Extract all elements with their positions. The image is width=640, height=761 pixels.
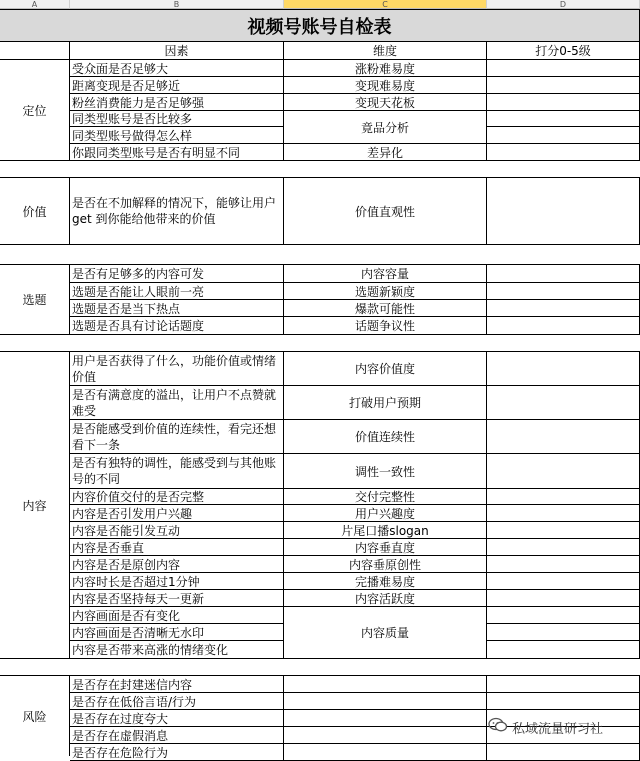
factor-cell[interactable]: 选题是否具有讨论话题度 [70,317,284,335]
dimension-cell[interactable]: 差异化 [284,144,487,161]
factor-cell[interactable]: 内容画面是否清晰无水印 [70,624,284,641]
score-cell[interactable] [487,127,640,144]
dimension-cell[interactable]: 内容垂直度 [284,539,487,556]
dimension-cell[interactable]: 价值连续性 [284,420,487,454]
score-cell[interactable] [487,454,640,489]
score-cell[interactable] [487,420,640,454]
factor-cell[interactable]: 距离变现是否足够近 [70,77,284,94]
score-cell[interactable] [487,505,640,522]
dimension-cell[interactable]: 选题新颖度 [284,283,487,300]
score-cell[interactable] [487,111,640,127]
score-cell[interactable] [487,265,640,283]
score-cell[interactable] [487,556,640,573]
score-cell[interactable] [487,676,640,693]
column-header-d[interactable]: D [487,0,640,9]
factor-cell[interactable]: 用户是否获得了什么，功能价值或情绪价值 [70,352,284,386]
separator-row [0,335,640,352]
dimension-cell[interactable]: 话题争议性 [284,317,487,335]
dimension-cell[interactable] [284,710,487,727]
dimension-cell[interactable]: 交付完整性 [284,489,487,505]
score-cell[interactable] [487,641,640,659]
score-cell[interactable] [487,744,640,761]
dimension-cell[interactable]: 涨粉难易度 [284,60,487,77]
score-cell[interactable] [487,94,640,111]
watermark [488,712,640,742]
factor-cell[interactable]: 是否存在过度夸大 [70,710,284,727]
dimension-cell[interactable] [284,693,487,710]
score-cell[interactable] [487,624,640,641]
score-cell[interactable] [487,283,640,300]
factor-cell[interactable]: 内容是否带来高涨的情绪变化 [70,641,284,659]
score-cell[interactable] [487,317,640,335]
score-cell[interactable] [487,300,640,317]
dimension-cell[interactable] [284,727,487,744]
factor-cell[interactable]: 是否存在低俗言语/行为 [70,693,284,710]
score-cell[interactable] [487,590,640,607]
dimension-cell[interactable]: 爆款可能性 [284,300,487,317]
column-header-c[interactable]: C [284,0,487,9]
watermark-text: 私域流量研习社 [512,721,604,737]
dimension-cell[interactable]: 内容质量 [284,607,487,659]
dimension-cell[interactable]: 内容价值度 [284,352,487,386]
sheet-title[interactable]: 视频号账号自检表 [0,9,640,42]
factor-cell[interactable]: 是否存在虚假消息 [70,727,284,744]
score-cell[interactable] [487,607,640,624]
dimension-cell[interactable]: 打破用户预期 [284,386,487,420]
dimension-cell[interactable]: 调性一致性 [284,454,487,489]
section-label[interactable]: 内容 [0,352,70,659]
dimension-cell[interactable]: 变现难易度 [284,77,487,94]
dimension-cell[interactable]: 用户兴趣度 [284,505,487,522]
separator-row [0,161,640,178]
dimension-cell[interactable]: 片尾口播slogan [284,522,487,539]
factor-cell[interactable]: 内容时长是否超过1分钟 [70,573,284,590]
header-factor[interactable]: 因素 [70,42,284,60]
score-cell[interactable] [487,386,640,420]
factor-cell[interactable]: 是否有满意度的溢出，让用户不点赞就难受 [70,386,284,420]
separator-row [0,659,640,676]
factor-cell[interactable]: 是否有独特的调性，能感受到与其他账号的不同 [70,454,284,489]
section-label[interactable]: 定位 [0,60,70,161]
dimension-cell[interactable]: 内容活跃度 [284,590,487,607]
factor-cell[interactable]: 内容是否引发用户兴趣 [70,505,284,522]
header-blank[interactable] [0,42,70,60]
section-label[interactable]: 价值 [0,178,70,245]
factor-cell[interactable]: 同类型账号做得怎么样 [70,127,284,144]
dimension-cell[interactable]: 竟品分析 [284,111,487,144]
dimension-cell[interactable]: 内容垂原创性 [284,556,487,573]
dimension-cell[interactable]: 变现天花板 [284,94,487,111]
factor-cell[interactable]: 是否存在封建迷信内容 [70,676,284,693]
column-header-b[interactable]: B [70,0,284,9]
score-cell[interactable] [487,522,640,539]
section-label[interactable]: 风险 [0,676,70,756]
factor-cell[interactable]: 是否有足够多的内容可发 [70,265,284,283]
factor-cell[interactable]: 粉丝消费能力是否足够强 [70,94,284,111]
factor-cell[interactable]: 内容是否能引发互动 [70,522,284,539]
score-cell[interactable] [487,489,640,505]
factor-cell[interactable]: 是否在不加解释的情况下，能够让用户 get 到你能给他带来的价值 [70,178,284,245]
factor-cell[interactable]: 内容是否是原创内容 [70,556,284,573]
wechat-icon [488,717,512,737]
dimension-cell[interactable]: 完播难易度 [284,573,487,590]
factor-cell[interactable]: 内容价值交付的是否完整 [70,489,284,505]
factor-cell[interactable]: 选题是否是当下热点 [70,300,284,317]
score-cell[interactable] [487,77,640,94]
score-cell[interactable] [487,60,640,77]
dimension-cell[interactable] [284,744,487,761]
header-dimension[interactable]: 维度 [284,42,487,60]
section-label[interactable]: 选题 [0,265,70,335]
separator-row [0,245,640,265]
score-cell[interactable] [487,144,640,161]
factor-cell[interactable]: 是否存在危险行为 [70,744,284,761]
header-score[interactable]: 打分0-5级 [487,42,640,60]
factor-cell[interactable]: 内容画面是否有变化 [70,607,284,624]
score-cell[interactable] [487,539,640,556]
score-cell[interactable] [487,693,640,710]
factor-cell[interactable]: 内容是否坚持每天一更新 [70,590,284,607]
dimension-cell[interactable] [284,676,487,693]
score-cell[interactable] [487,178,640,245]
factor-cell[interactable]: 同类型账号是否比较多 [70,111,284,127]
factor-cell[interactable]: 受众面是否足够大 [70,60,284,77]
score-cell[interactable] [487,573,640,590]
dimension-cell[interactable]: 价值直观性 [284,178,487,245]
column-header-a[interactable]: A [0,0,70,9]
factor-cell[interactable]: 选题是否能让人眼前一亮 [70,283,284,300]
score-cell[interactable] [487,352,640,386]
factor-cell[interactable]: 内容是否垂直 [70,539,284,556]
factor-cell[interactable]: 你跟同类型账号是否有明显不同 [70,144,284,161]
factor-cell[interactable]: 是否能感受到价值的连续性，看完还想看下一条 [70,420,284,454]
dimension-cell[interactable]: 内容容量 [284,265,487,283]
